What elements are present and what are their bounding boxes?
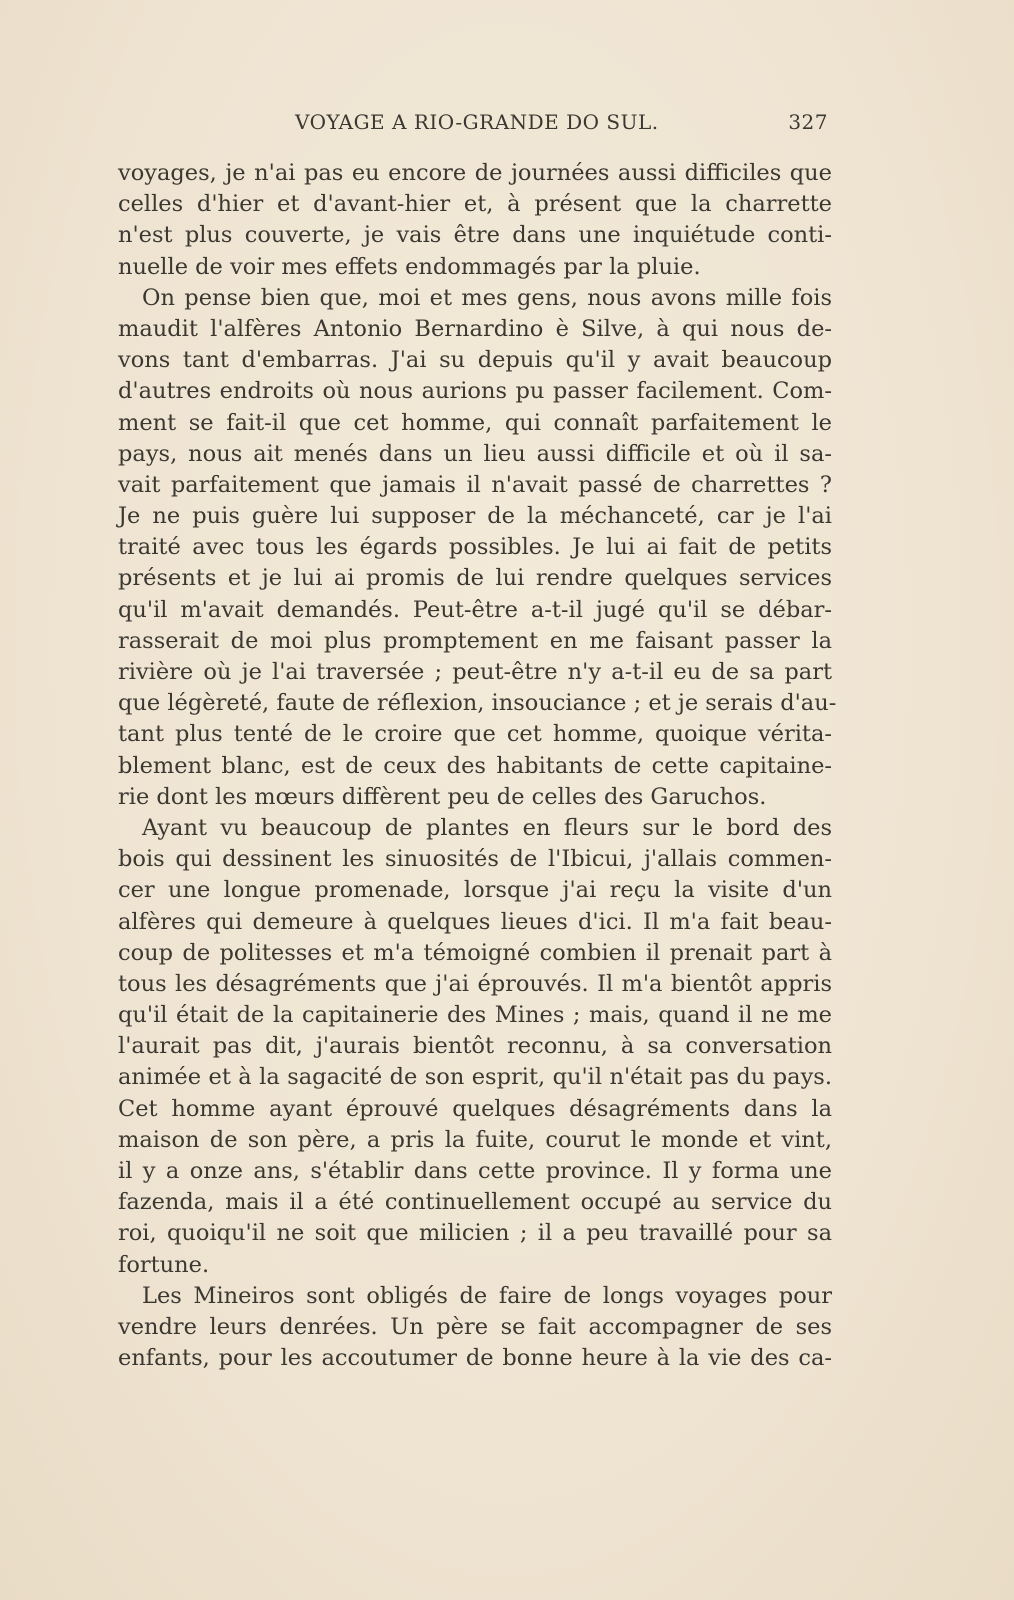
text-line: il y a onze ans, s'établir dans cette province. Il y forma une <box>118 1158 832 1184</box>
text-line: tous les désagréments que j'ai éprouvés. Il m'a bientôt appris <box>118 970 832 997</box>
text-line: présents et je lui ai promis de lui rendre quelques services <box>118 565 832 592</box>
text-line: vendre leurs denrées. Un père se fait accompagner de ses <box>118 1313 832 1340</box>
text-line: qu'il m'avait demandés. Peut-être a-t-il jugé qu'il se débar- <box>118 596 832 623</box>
text-line: nuelle de voir mes effets endommagés par la pluie. <box>118 253 701 280</box>
text-line: rivière où je l'ai traversée ; peut-être n'y a-t-il eu de sa part <box>118 659 832 685</box>
text-line: maudit l'alfères Antonio Bernardino è Silve, à qui nous de- <box>118 315 832 342</box>
text-line: vons tant d'embarras. J'ai su depuis qu'il y avait beaucoup <box>118 347 832 374</box>
text-line: blement blanc, est de ceux des habitants de cette capitaine- <box>118 752 832 779</box>
text-line: n'est plus couverte, je vais être dans une inquiétude conti- <box>118 222 832 249</box>
text-line: traité avec tous les égards possibles. Je lui ai fait de petits <box>118 534 832 561</box>
text-line: Je ne puis guère lui supposer de la méchanceté, car je l'ai <box>118 503 832 530</box>
text-line: qu'il était de la capitainerie des Mines ; mais, quand il ne me <box>118 1002 832 1029</box>
text-line: voyages, je n'ai pas eu encore de journées aussi difficiles que <box>118 160 832 186</box>
text-line: pays, nous ait menés dans un lieu aussi difficile et où il sa- <box>118 440 832 467</box>
running-title: VOYAGE A RIO-GRANDE DO SUL. <box>295 110 659 134</box>
text-line: animée et à la sagacité de son esprit, qu'il n'était pas du pays. <box>118 1064 832 1091</box>
text-line: fazenda, mais il a été continuellement occupé au service du <box>118 1189 832 1216</box>
text-line: vait parfaitement que jamais il n'avait passé de charrettes ? <box>118 471 832 498</box>
text-line: bois qui dessinent les sinuosités de l'Ibicui, j'allais commen- <box>118 846 832 873</box>
text-line: Cet homme ayant éprouvé quelques désagréments dans la <box>118 1095 832 1122</box>
text-line: ment se fait-il que cet homme, qui connaît parfaitement le <box>118 409 832 436</box>
text-line: fortune. <box>118 1251 210 1278</box>
text-line: Les Mineiros sont obligés de faire de longs voyages pour <box>142 1282 832 1309</box>
running-head <box>118 110 828 142</box>
text-line: rasserait de moi plus promptement en me faisant passer la <box>118 627 832 654</box>
text-line: que légèreté, faute de réflexion, insouciance ; et je serais d'au- <box>118 690 837 717</box>
text-line: d'autres endroits où nous aurions pu passer facilement. Com- <box>118 378 832 405</box>
text-line: cer une longue promenade, lorsque j'ai reçu la visite d'un <box>118 877 832 904</box>
text-line: alfères qui demeure à quelques lieues d'ici. Il m'a fait beau- <box>118 908 832 935</box>
text-line: tant plus tenté de le croire que cet homme, quoique vérita- <box>118 721 832 748</box>
text-line: maison de son père, a pris la fuite, courut le monde et vint, <box>118 1126 832 1153</box>
body-text <box>118 158 837 1374</box>
text-line: coup de politesses et m'a témoigné combien il prenait part à <box>118 939 832 966</box>
text-line: roi, quoiqu'il ne soit que milicien ; il a peu travaillé pour sa <box>118 1220 832 1247</box>
text-line: On pense bien que, moi et mes gens, nous avons mille fois <box>142 284 832 311</box>
text-line: celles d'hier et d'avant-hier et, à présent que la charrette <box>118 191 832 218</box>
text-line: rie dont les mœurs diffèrent peu de celles des Garuchos. <box>118 783 767 810</box>
page-number: 327 <box>788 110 828 134</box>
text-line: Ayant vu beaucoup de plantes en fleurs sur le bord des <box>142 814 832 841</box>
text-line: l'aurait pas dit, j'aurais bientôt reconnu, à sa conversation <box>118 1033 832 1060</box>
text-line: enfants, pour les accoutumer de bonne heure à la vie des ca- <box>118 1345 832 1372</box>
